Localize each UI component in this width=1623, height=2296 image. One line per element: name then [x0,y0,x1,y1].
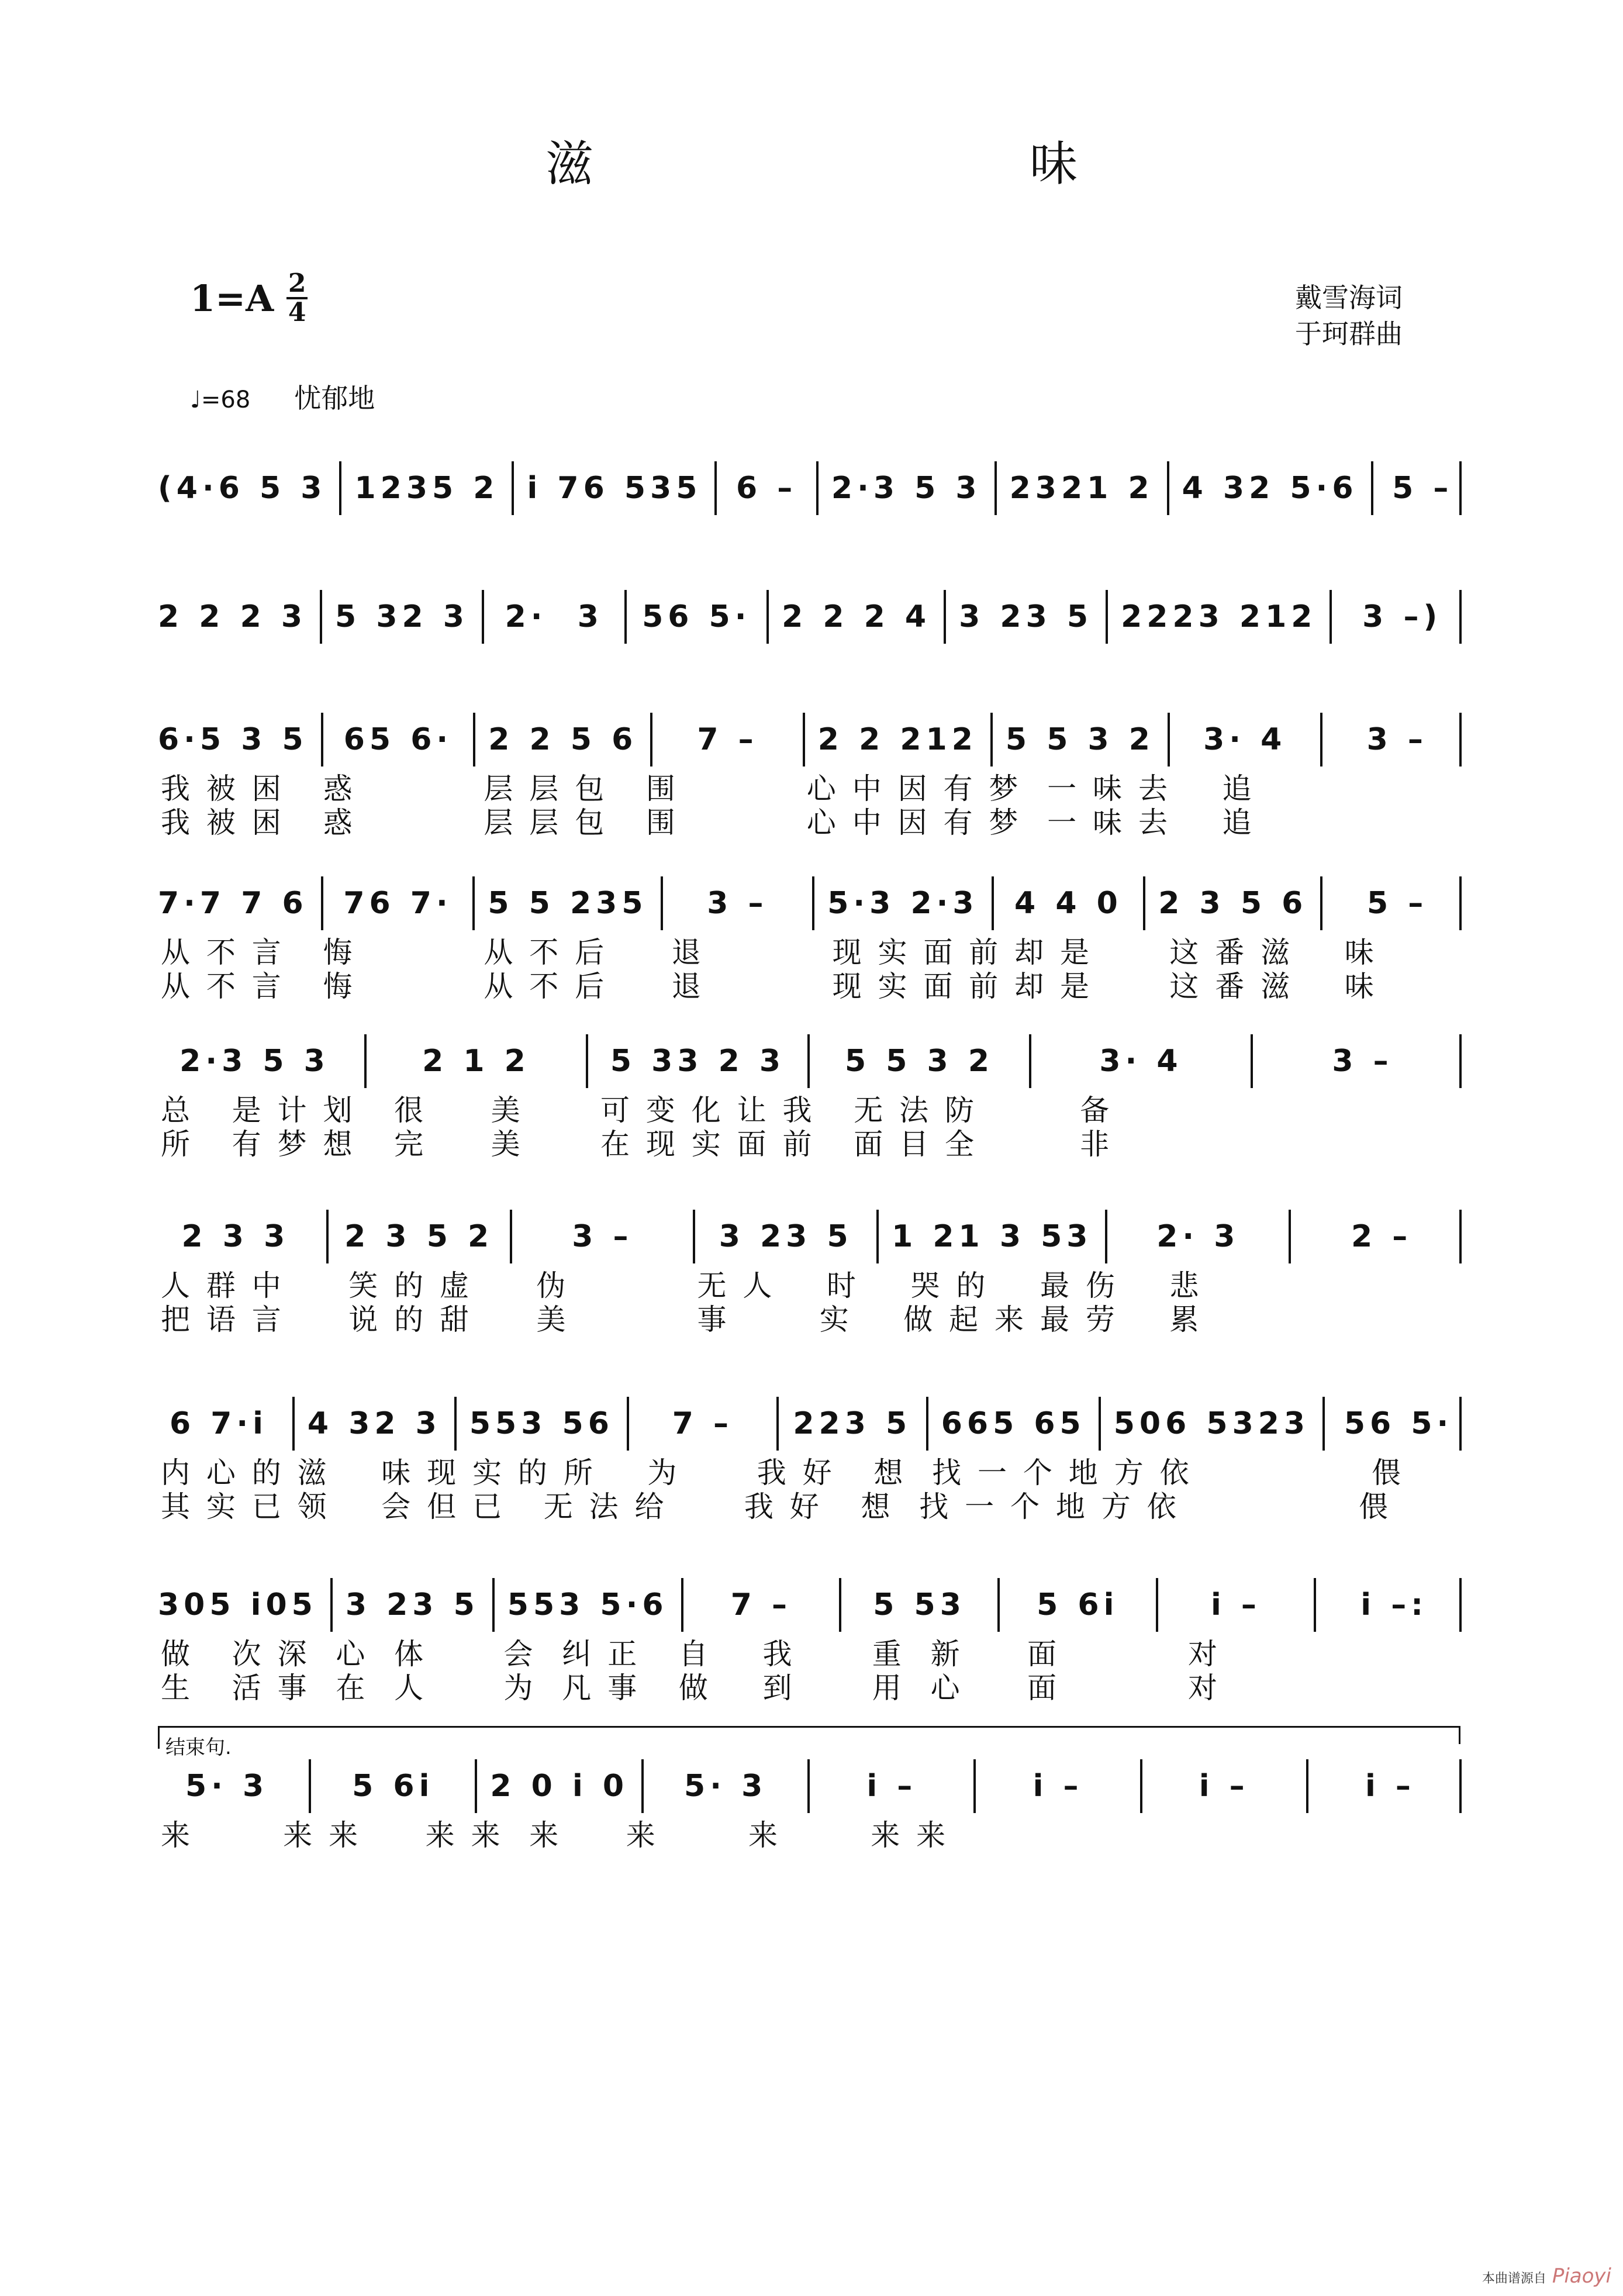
notation-line [158,456,1462,520]
measure: 2 3 5 2 [344,1219,494,1254]
notation-line [158,585,1462,649]
composer: 于珂群曲 [1295,318,1403,350]
measure: 5 5 235 [488,886,648,921]
barline [990,713,993,767]
barline [1099,1397,1101,1451]
measure: 2 – [1351,1219,1413,1254]
barline [512,461,514,515]
barline [1168,713,1170,767]
barline [330,1578,333,1632]
score-system [158,1204,1462,1337]
measure: 506 5323 [1113,1406,1310,1441]
barline [364,1034,367,1088]
barline [1459,1210,1462,1263]
measure: i – [1210,1587,1261,1622]
measure: 6 – [736,471,797,506]
barline [1320,876,1322,930]
barline [766,590,769,644]
measure: 7 – [672,1406,733,1441]
footer-source: 本曲谱源自 [1482,2271,1546,2286]
time-top: 2 [288,268,306,298]
measure: 2·3 5 3 [179,1044,330,1079]
barline [803,713,805,767]
score-system [158,456,1462,520]
barline [1106,590,1108,644]
barline [1314,1578,1316,1632]
measure: 5· 3 [185,1769,269,1804]
barline [627,1397,629,1451]
measure: 2 3 5 6 [1158,886,1308,921]
measure: 3 – [707,886,768,921]
barline [586,1034,588,1088]
measure: 2 1 2 [422,1044,530,1079]
barline [1459,1578,1462,1632]
barline [1251,1034,1253,1088]
barline [624,590,627,644]
notation-line [158,1204,1462,1269]
measure: 2 2 5 6 [488,722,638,757]
lyricist: 戴雪海词 [1295,282,1403,313]
barline [1459,1034,1462,1088]
barline [1143,876,1145,930]
barline [807,1034,810,1088]
barline [510,1210,512,1263]
song-title: 滋 味 [545,136,1289,192]
barline [839,1578,841,1632]
barline [473,713,475,767]
barline [472,876,475,930]
measure: 5·3 2·3 [827,886,979,921]
barline [1289,1210,1291,1263]
measure: 5 6i [352,1769,434,1804]
measure: 7·7 7 6 [158,886,308,921]
barline [475,1759,477,1813]
mood-marking: 忧郁地 [294,382,375,414]
measure: 3 – [572,1219,633,1254]
measure: 553 56 [469,1406,614,1441]
lyric-line: 把 语 言 说 的 甜 美 事 实 做 起 来 最 劳 累 [161,1303,1203,1337]
barline [876,1210,879,1263]
barline [1459,1397,1462,1451]
measure: 553 5·6 [507,1587,668,1622]
barline [339,461,341,515]
barline [1140,1759,1142,1813]
score-system [158,1573,1462,1705]
measure: i – [1032,1769,1083,1804]
barline [816,461,819,515]
measure: 56 5· [1344,1406,1453,1441]
measure: 56 5· [642,599,751,634]
measure: 5 6i [1037,1587,1119,1622]
notation-line [158,707,1462,772]
barline [292,1397,295,1451]
score-system [158,707,1462,840]
barline [320,590,322,644]
measure: 2 0 i 0 [490,1769,629,1804]
barline [1320,713,1322,767]
ending-bracket [158,1726,1460,1759]
barline [812,876,814,930]
measure: 2321 2 [1009,471,1154,506]
measure: 4 32 5·6 [1182,471,1358,506]
measure: 2·3 5 3 [831,471,982,506]
lyric-line: 来 来 来 来 来 来 来 来 来 来 [161,1818,949,1852]
barline [454,1397,457,1451]
barline [321,876,323,930]
measure: 3 23 5 [719,1219,853,1254]
footer [1482,2264,1611,2288]
measure: 65 6· [343,722,453,757]
measure: 5 53 [873,1587,966,1622]
measure: 3· 4 [1203,722,1287,757]
measure: 5 5 3 2 [1005,722,1155,757]
barline [714,461,717,515]
lyric-line: 我 被 困 惑 层 层 包 围 心 中 因 有 梦 一 味 去 追 [161,806,1255,840]
measure: 1 21 3 53 [892,1219,1093,1254]
measure: (4·6 5 3 [158,471,327,506]
score-system [158,871,1462,1003]
lyric-line: 总 是 计 划 很 美 可 变 化 让 我 无 法 防 备 [161,1093,1113,1127]
measure: 223 5 [793,1406,912,1441]
measure: 76 7· [343,886,453,921]
measure: i – [1199,1769,1249,1804]
barline [1105,1210,1107,1263]
barline [1156,1578,1158,1632]
lyric-line: 我 被 困 惑 层 层 包 围 心 中 因 有 梦 一 味 去 追 [161,772,1255,806]
measure: 2 2 2 4 [782,599,931,634]
lyric-line: 其 实 已 领 会 但 已 无 法 给 我 好 想 找 一 个 地 方 依 偎 [161,1490,1392,1524]
barline [1459,461,1462,515]
barline [309,1759,311,1813]
barline [994,461,997,515]
lyric-line: 所 有 梦 想 完 美 在 现 实 面 前 面 目 全 非 [161,1127,1113,1161]
measure: 3 – [1332,1044,1393,1079]
barline [1459,1759,1462,1813]
measure: 3 –) [1362,599,1442,634]
measure: 6 7·i [169,1406,268,1441]
barline [1322,1397,1325,1451]
barline [321,713,323,767]
notation-line [158,1573,1462,1637]
measure: 1235 2 [354,471,499,506]
measure: 665 65 [941,1406,1086,1441]
barline [492,1578,495,1632]
score-system [158,1392,1462,1524]
barline [482,590,484,644]
notation-line [158,871,1462,935]
measure: 3· 4 [1099,1044,1183,1079]
barline [650,713,652,767]
measure: 2· 3 [505,599,603,634]
measure: 2223 212 [1121,599,1317,634]
measure: 305 i05 [158,1587,317,1622]
barline [1371,461,1373,515]
barline [1330,590,1332,644]
barline [1459,876,1462,930]
measure: 5 – [1392,471,1453,506]
barline [1459,590,1462,644]
lyric-line: 从 不 言 悔 从 不 后 退 现 实 面 前 却 是 这 番 滋 味 [161,935,1377,969]
measure: 5 33 2 3 [610,1044,786,1079]
lyric-line: 生 活 事 在 人 为 凡 事 做 到 用 心 面 对 [161,1671,1221,1705]
measure: 7 – [697,722,758,757]
score-system [158,1754,1462,1852]
measure: 3 23 5 [959,599,1093,634]
lyric-line: 人 群 中 笑 的 虚 伪 无 人 时 哭 的 最 伤 悲 [161,1269,1203,1303]
barline [1459,713,1462,767]
barline [1167,461,1169,515]
barline [944,590,946,644]
barline [326,1210,329,1263]
notation-line [158,1392,1462,1456]
ending-label: 结束句. [165,1736,232,1759]
ending-bracket-end [1459,1728,1460,1744]
barline [681,1578,683,1632]
barline [776,1397,779,1451]
barline [992,876,994,930]
measure: 2 2 2 3 [158,599,308,634]
measure: 5 32 3 [335,599,469,634]
measure: i –: [1360,1587,1428,1622]
key-label: 1=A [190,277,274,320]
lyric-line: 内 心 的 滋 味 现 实 的 所 为 我 好 想 找 一 个 地 方 依 偎 [161,1456,1405,1490]
measure: 3 – [1366,722,1428,757]
time-bottom: 4 [288,298,306,327]
score-system [158,1029,1462,1161]
measure: i – [1365,1769,1415,1804]
barline [807,1759,810,1813]
barline [973,1759,976,1813]
measure: 2 3 3 [181,1219,290,1254]
measure: i – [866,1769,917,1804]
measure: 5 – [1367,886,1428,921]
measure: 4 4 0 [1014,886,1123,921]
tempo-value: ♩=68 [190,386,251,413]
measure: 4 32 3 [307,1406,441,1441]
lyric-line: 从 不 言 悔 从 不 后 退 现 实 面 前 却 是 这 番 滋 味 [161,969,1377,1003]
barline [693,1210,695,1263]
measure: 5· 3 [684,1769,768,1804]
watermark: Piaoyi [1552,2264,1611,2288]
score-system [158,585,1462,649]
measure: 7 – [730,1587,792,1622]
measure: 3 23 5 [345,1587,479,1622]
measure: i 76 535 [527,471,702,506]
notation-line [158,1029,1462,1093]
barline [997,1578,1000,1632]
measure: 6·5 3 5 [158,722,308,757]
measure: 2· 3 [1156,1219,1240,1254]
barline [661,876,663,930]
measure: 5 5 3 2 [844,1044,994,1079]
measure: 2 2 212 [817,722,978,757]
lyric-line: 做 次 深 心 体 会 纠 正 自 我 重 新 面 对 [161,1637,1221,1671]
barline [641,1759,644,1813]
barline [1029,1034,1031,1088]
notation-line [158,1754,1462,1818]
barline [1306,1759,1308,1813]
barline [926,1397,928,1451]
